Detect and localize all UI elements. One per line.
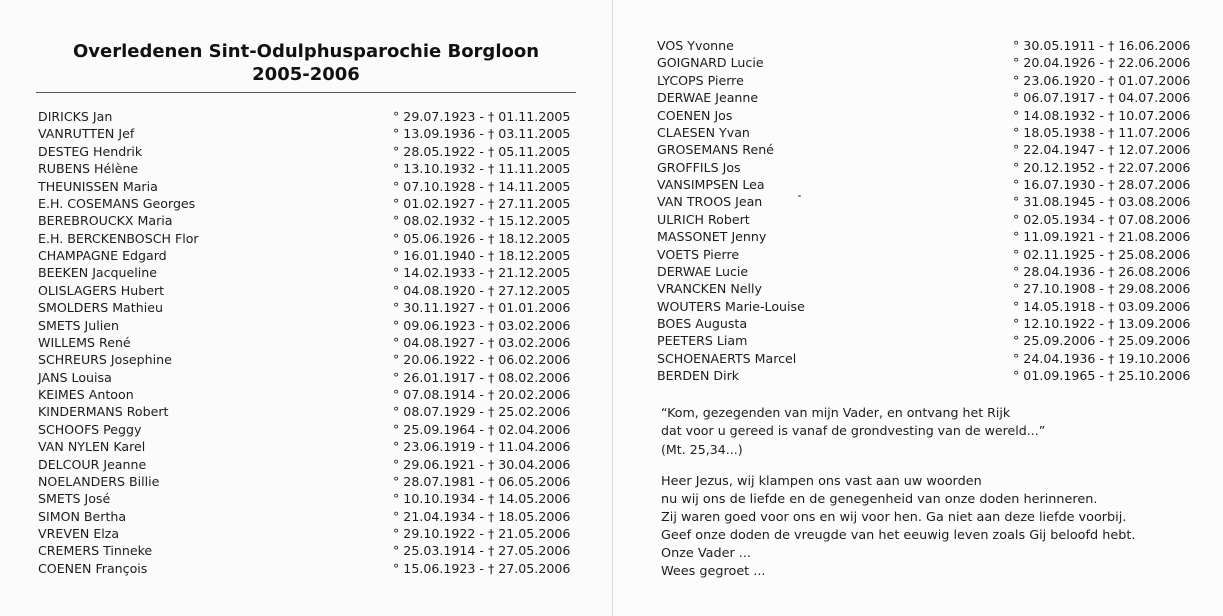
deceased-name: SCHOOFS Peggy: [38, 421, 142, 437]
deceased-name: BERDEN Dirk: [657, 368, 740, 384]
birth-death-dates: ° 29.10.1922 - † 21.05.2006: [393, 526, 571, 541]
list-item: [657, 228, 1212, 245]
list-item: [657, 246, 1212, 263]
birth-death-dates: ° 01.02.1927 - † 27.11.2005: [393, 195, 571, 211]
list-item: [657, 141, 1212, 158]
list-item: [657, 263, 1212, 280]
birth-death-dates: ° 23.06.1919 - † 11.04.2006: [393, 439, 571, 455]
list-item: [38, 247, 583, 264]
list-item: [657, 332, 1212, 349]
list-item: [38, 230, 583, 247]
deceased-name: NOELANDERS Billie: [38, 473, 160, 489]
birth-death-dates: ° 11.09.1921 - † 21.08.2006: [1013, 229, 1191, 245]
deceased-name: JANS Louisa: [38, 369, 112, 385]
list-item: [38, 299, 583, 316]
deceased-name: SMOLDERS Mathieu: [38, 300, 163, 316]
deceased-name: VAN NYLEN Karel: [38, 439, 146, 455]
deceased-name: VOS Yvonne: [657, 38, 734, 53]
list-item: [657, 176, 1212, 193]
paper-speck: [798, 195, 801, 197]
birth-death-dates: ° 13.09.1936 - † 03.11.2005: [393, 126, 571, 142]
birth-death-dates: ° 12.10.1922 - † 13.09.2006: [1013, 316, 1191, 331]
list-item: [657, 89, 1212, 106]
deceased-name: SMETS Julien: [38, 317, 119, 333]
birth-death-dates: ° 27.10.1908 - † 29.08.2006: [1013, 281, 1191, 297]
birth-death-dates: ° 14.02.1933 - † 21.12.2005: [393, 265, 571, 281]
list-item: [657, 193, 1212, 210]
list-item: [38, 160, 583, 177]
birth-death-dates: ° 21.04.1934 - † 18.05.2006: [393, 508, 571, 524]
birth-death-dates: ° 14.05.1918 - † 03.09.2006: [1013, 298, 1191, 314]
deceased-name: CLAESEN Yvan: [657, 124, 750, 140]
deceased-list-right: [657, 37, 1212, 385]
list-item: [38, 473, 583, 490]
birth-death-dates: ° 14.08.1932 - † 10.07.2006: [1013, 107, 1191, 123]
deceased-name: GROSEMANS René: [657, 142, 774, 158]
list-item: [657, 298, 1212, 315]
birth-death-dates: ° 20.04.1926 - † 22.06.2006: [1013, 55, 1191, 71]
prayer-line-5: Onze Vader ...: [661, 546, 751, 561]
birth-death-dates: ° 18.05.1938 - † 11.07.2006: [1013, 124, 1191, 140]
birth-death-dates: ° 04.08.1920 - † 27.12.2005: [393, 282, 571, 298]
birth-death-dates: ° 30.05.1911 - † 16.06.2006: [1013, 38, 1191, 53]
list-item: [38, 264, 583, 281]
birth-death-dates: ° 30.11.1927 - † 01.01.2006: [393, 300, 571, 316]
right-page: [613, 0, 1223, 616]
birth-death-dates: ° 09.06.1923 - † 03.02.2006: [393, 317, 571, 333]
list-item: [38, 317, 583, 334]
birth-death-dates: ° 16.01.1940 - † 18.12.2005: [393, 248, 571, 263]
list-item: [38, 403, 583, 420]
birth-death-dates: ° 02.05.1934 - † 07.08.2006: [1013, 211, 1191, 227]
birth-death-dates: ° 20.12.1952 - † 22.07.2006: [1013, 159, 1191, 175]
deceased-name: SCHOENAERTS Marcel: [657, 350, 797, 366]
deceased-name: DERWAE Jeanne: [657, 90, 759, 106]
list-item: [657, 350, 1212, 367]
deceased-name: COENEN Jos: [657, 107, 733, 123]
deceased-name: BEREBROUCKX Maria: [38, 213, 173, 229]
list-item: [657, 107, 1212, 124]
page-title: Overledenen Sint-Odulphusparochie Borgloon: [72, 41, 540, 62]
birth-death-dates: ° 31.08.1945 - † 03.08.2006: [1013, 194, 1191, 210]
list-item: [38, 490, 583, 507]
list-item: [657, 159, 1212, 176]
birth-death-dates: ° 28.04.1936 - † 26.08.2006: [1013, 263, 1191, 279]
deceased-list-left: [38, 108, 583, 577]
deceased-name: LYCOPS Pierre: [657, 72, 744, 88]
birth-death-dates: ° 29.07.1923 - † 01.11.2005: [393, 109, 571, 124]
deceased-name: E.H. BERCKENBOSCH Flor: [38, 230, 199, 246]
birth-death-dates: ° 04.08.1927 - † 03.02.2006: [393, 334, 571, 350]
prayer-line-2: nu wij ons de liefde en de genegenheid van onze doden herinneren.: [661, 492, 1098, 507]
list-item: [38, 108, 583, 125]
deceased-name: ULRICH Robert: [657, 211, 750, 227]
deceased-name: KEIMES Antoon: [38, 387, 134, 402]
birth-death-dates: ° 13.10.1932 - † 11.11.2005: [393, 161, 571, 177]
list-item: [657, 54, 1212, 71]
deceased-name: CHAMPAGNE Edgard: [38, 248, 167, 263]
deceased-name: KINDERMANS Robert: [38, 404, 169, 420]
deceased-name: WOUTERS Marie-Louise: [657, 298, 805, 314]
deceased-name: WILLEMS René: [38, 334, 131, 350]
deceased-name: VAN TROOS Jean: [657, 194, 763, 210]
deceased-name: SCHREURS Josephine: [38, 352, 172, 368]
list-item: [38, 125, 583, 142]
deceased-name: VRANCKEN Nelly: [657, 281, 762, 297]
birth-death-dates: ° 26.01.1917 - † 08.02.2006: [393, 369, 571, 385]
list-item: [38, 282, 583, 299]
list-item: [657, 72, 1212, 89]
prayer-line-6: Wees gegroet ...: [661, 564, 766, 579]
birth-death-dates: ° 23.06.1920 - † 01.07.2006: [1013, 72, 1191, 88]
deceased-name: VREVEN Elza: [38, 526, 120, 541]
bible-quote-line-2: dat voor u gereed is vanaf de grondvesting van de wereld...”: [661, 423, 1046, 438]
birth-death-dates: ° 25.09.1964 - † 02.04.2006: [393, 421, 571, 437]
birth-death-dates: ° 08.02.1932 - † 15.12.2005: [393, 213, 571, 229]
prayer-line-4: Geef onze doden de vreugde van het eeuwig leven zoals Gij beloofd hebt.: [661, 528, 1136, 543]
bible-quote-line-1: “Kom, gezegenden van mijn Vader, en ontvang het Rijk: [661, 405, 1011, 420]
birth-death-dates: ° 08.07.1929 - † 25.02.2006: [393, 404, 571, 420]
prayer-line-1: Heer Jezus, wij klampen ons vast aan uw woorden: [661, 474, 982, 489]
deceased-name: MASSONET Jenny: [657, 229, 767, 245]
list-item: [38, 351, 583, 368]
birth-death-dates: ° 02.11.1925 - † 25.08.2006: [1013, 246, 1191, 262]
birth-death-dates: ° 05.06.1926 - † 18.12.2005: [393, 230, 571, 246]
list-item: [657, 124, 1212, 141]
list-item: [657, 211, 1212, 228]
list-item: [38, 542, 583, 559]
birth-death-dates: ° 16.07.1930 - † 28.07.2006: [1013, 177, 1191, 192]
list-item: [657, 280, 1212, 297]
deceased-name: THEUNISSEN Maria: [38, 178, 158, 194]
list-item: [38, 195, 583, 212]
list-item: [657, 367, 1212, 384]
list-item: [38, 438, 583, 455]
list-item: [38, 212, 583, 229]
deceased-name: OLISLAGERS Hubert: [38, 282, 165, 298]
list-item: [38, 508, 583, 525]
list-item: [38, 178, 583, 195]
birth-death-dates: ° 28.07.1981 - † 06.05.2006: [393, 473, 571, 489]
deceased-name: SMETS José: [38, 491, 111, 507]
deceased-name: VANSIMPSEN Lea: [657, 177, 765, 192]
list-item: [38, 143, 583, 160]
birth-death-dates: ° 25.03.1914 - † 27.05.2006: [393, 543, 571, 559]
list-item: [38, 386, 583, 403]
deceased-name: PEETERS Liam: [657, 333, 748, 349]
deceased-name: DESTEG Hendrik: [38, 143, 143, 159]
prayer-line-3: Zij waren goed voor ons en wij voor hen. Ga niet aan deze liefde voorbij.: [661, 510, 1127, 525]
deceased-name: VOETS Pierre: [657, 246, 740, 262]
birth-death-dates: ° 07.10.1928 - † 14.11.2005: [393, 178, 571, 194]
deceased-name: GROFFILS Jos: [657, 159, 741, 175]
list-item: [38, 560, 583, 577]
birth-death-dates: ° 01.09.1965 - † 25.10.2006: [1013, 368, 1191, 384]
deceased-name: BEEKEN Jacqueline: [38, 265, 158, 281]
birth-death-dates: ° 15.06.1923 - † 27.05.2006: [393, 560, 571, 576]
deceased-name: GOIGNARD Lucie: [657, 55, 764, 71]
deceased-name: DELCOUR Jeanne: [38, 456, 147, 472]
list-item: [38, 334, 583, 351]
deceased-name: SIMON Bertha: [38, 508, 127, 524]
list-item: [38, 421, 583, 438]
birth-death-dates: ° 20.06.1922 - † 06.02.2006: [393, 352, 571, 368]
deceased-name: BOES Augusta: [657, 316, 748, 331]
deceased-name: RUBENS Hélène: [38, 161, 139, 177]
deceased-name: COENEN François: [38, 560, 148, 576]
list-item: [38, 525, 583, 542]
birth-death-dates: ° 24.04.1936 - † 19.10.2006: [1013, 350, 1191, 366]
birth-death-dates: ° 07.08.1914 - † 20.02.2006: [393, 387, 571, 402]
birth-death-dates: ° 28.05.1922 - † 05.11.2005: [393, 143, 571, 159]
deceased-name: E.H. COSEMANS Georges: [38, 195, 196, 211]
birth-death-dates: ° 22.04.1947 - † 12.07.2006: [1013, 142, 1191, 158]
page-subtitle-years: 2005-2006: [252, 64, 360, 85]
birth-death-dates: ° 10.10.1934 - † 14.05.2006: [393, 491, 571, 507]
deceased-name: DERWAE Lucie: [657, 263, 749, 279]
list-item: [38, 456, 583, 473]
list-item: [38, 369, 583, 386]
birth-death-dates: ° 06.07.1917 - † 04.07.2006: [1013, 90, 1191, 106]
deceased-name: DIRICKS Jan: [38, 109, 113, 124]
birth-death-dates: ° 25.09.2006 - † 25.09.2006: [1013, 333, 1191, 349]
birth-death-dates: ° 29.06.1921 - † 30.04.2006: [393, 456, 571, 472]
deceased-name: CREMERS Tinneke: [38, 543, 153, 559]
title-underline: [36, 92, 576, 93]
list-item: [657, 37, 1212, 54]
list-item: [657, 315, 1212, 332]
bible-quote-reference: (Mt. 25,34...): [661, 442, 743, 457]
deceased-name: VANRUTTEN Jef: [38, 126, 135, 142]
